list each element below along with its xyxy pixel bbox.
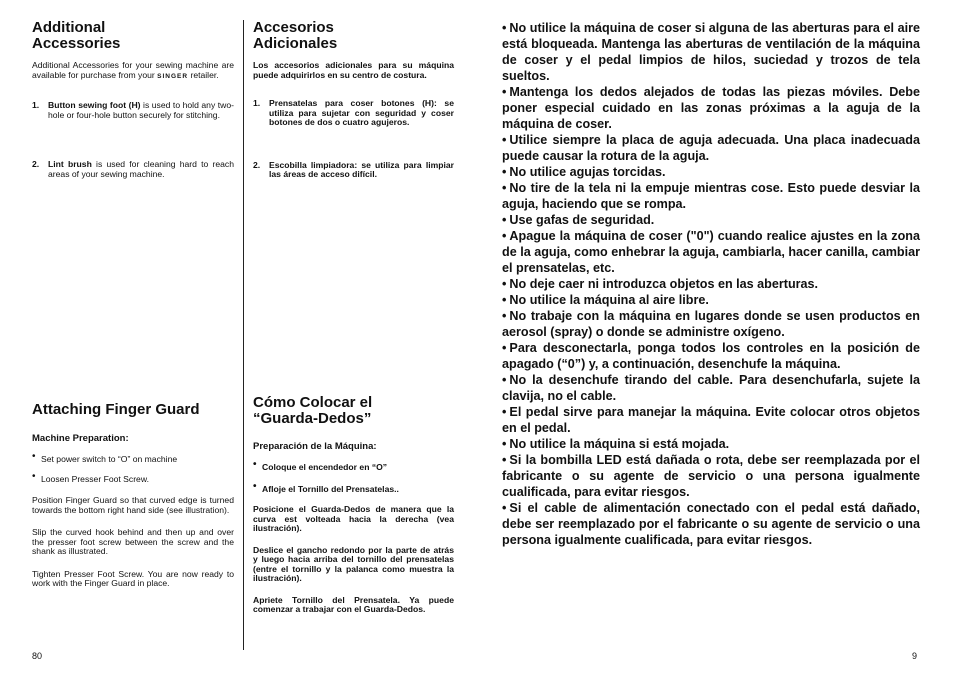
bullet-icon: •	[502, 293, 507, 307]
instruction-paragraph: Tighten Presser Foot Screw. You are now ready to work with the Finger Guard in place.	[32, 568, 234, 588]
prep-step: • Afloje el Tornillo del Prensatelas..	[253, 481, 399, 494]
safety-item: • Si la bombilla LED está dañada o rota, debe ser reemplazada por el fabricante o su agente de servicio o una persona igualmente cualificada, para evitar riesgos.	[502, 453, 920, 499]
bullet-icon: •	[502, 181, 507, 195]
instruction-paragraph: Deslice el gancho redondo por la parte de atrás y luego hacia arriba del tornillo del prensatelas (entre el tornillo y la palanca como muestra la ilustración).	[253, 544, 454, 583]
safety-item: • No tire de la tela ni la empuje mientras cose. Esto puede desviar la aguja, haciendo que se rompa.	[502, 181, 920, 211]
intro-paragraph: Los accesorios adicionales para su máquina puede adquirirlos en su centro de costura.	[253, 60, 454, 80]
bullet-icon: •	[502, 21, 507, 35]
safety-item: • No trabaje con la máquina en lugares donde se usen productos en aerosol (spray) o donde se administre oxígeno.	[502, 309, 920, 339]
prep-step: • Coloque el encendedor en “O”	[253, 459, 388, 472]
section-title: Attaching Finger Guard	[32, 401, 200, 418]
bullet-icon: •	[502, 213, 507, 227]
accessory-item-2: 2. Lint brush is used for cleaning hard to reach areas of your sewing machine.	[32, 159, 234, 179]
prep-title: Machine Preparation:	[32, 433, 129, 444]
column-divider	[243, 20, 244, 650]
bullet-icon: •	[502, 437, 507, 451]
safety-item: • Utilice siempre la placa de aguja adecuada. Una placa inadecuada puede causar la rotura de la aguja.	[502, 133, 920, 163]
bullet-icon: •	[32, 451, 36, 462]
prep-step: • Set power switch to “O” on machine	[32, 451, 178, 464]
section-title: Cómo Colocar el “Guarda-Dedos”	[253, 394, 373, 427]
section-title: Additional Accessories	[32, 19, 121, 52]
bullet-icon: •	[502, 373, 507, 387]
bullet-icon: •	[502, 501, 507, 515]
accessory-item-1: 1. Prensatelas para coser botones (H): se utiliza para sujetar con seguridad y coser botones de dos o cuatro agujeros.	[253, 98, 454, 127]
accesorios-section	[253, 20, 454, 180]
finger-guard-section	[32, 402, 234, 589]
prep-step: • Loosen Presser Foot Screw.	[32, 471, 149, 484]
guarda-dedos-section	[253, 395, 454, 615]
bullet-icon: •	[502, 277, 507, 291]
safety-instructions	[502, 20, 920, 548]
instruction-paragraph: Posicione el Guarda-Dedos de manera que la curva est volteada hacia la derecha (vea ilustración).	[253, 504, 454, 533]
page-number-right: 9	[912, 651, 918, 661]
bullet-icon: •	[502, 453, 507, 467]
safety-item: • No utilice agujas torcidas.	[502, 165, 666, 179]
safety-item: • Para desconectarla, ponga todos los controles en la posición de apagado (“0”) y, a continuación, desenchufe la máquina.	[502, 341, 920, 371]
page-number-left: 80	[32, 651, 43, 661]
bullet-icon: •	[502, 133, 507, 147]
instruction-paragraph: Slip the curved hook behind and then up and over the presser foot screw between the screw and the shank as illustrated.	[32, 527, 234, 556]
safety-item: • Apague la máquina de coser ("0") cuando realice ajustes en la zona de la aguja, como enhebrar la aguja, cambiarla, hacer canilla, cambiar el prensatelas, etc.	[502, 229, 920, 275]
accessory-item-1: 1. Button sewing foot (H) is used to hold any two-hole or four-hole button securely for stitching.	[32, 100, 234, 120]
safety-item: • No deje caer ni introduzca objetos en las aberturas.	[502, 277, 819, 291]
bullet-icon: •	[502, 341, 507, 355]
safety-item: • Use gafas de seguridad.	[502, 213, 655, 227]
intro-paragraph: Additional Accessories for your sewing machine are available for purchase from your SINGER retailer.	[32, 60, 234, 80]
bullet-icon: •	[502, 229, 507, 243]
singer-logo: SINGER	[157, 72, 189, 80]
bullet-icon: •	[253, 481, 257, 492]
prep-title: Preparación de la Máquina:	[253, 441, 377, 452]
accessory-item-2: 2. Escobilla limpiadora: se utiliza para limpiar las áreas de acceso difícil.	[253, 159, 454, 179]
safety-item: • Mantenga los dedos alejados de todas las piezas móviles. Debe poner especial cuidado en las zonas próximas a la aguja de la máquina de coser.	[502, 85, 920, 131]
bullet-icon: •	[502, 85, 507, 99]
safety-item: • El pedal sirve para manejar la máquina. Evite colocar otros objetos en el pedal.	[502, 405, 920, 435]
safety-item: • No utilice la máquina de coser si alguna de las aberturas para el aire está bloqueada. Mantenga las aberturas de ventilación de la máquina de coser y el pedal limpios de hilos, suciedad y trozos de tela sueltos.	[502, 21, 920, 83]
section-title: Accesorios Adicionales	[253, 19, 338, 52]
instruction-paragraph: Position Finger Guard so that curved edge is turned towards the bottom right hand side (see illustration).	[32, 495, 234, 515]
bullet-icon: •	[253, 459, 257, 470]
safety-item: • Si el cable de alimentación conectado con el pedal está dañado, debe ser reemplazado por el fabricante o su agente de servicio o una persona igualmente cualificada, para evitar riesgos.	[502, 501, 920, 547]
safety-item: • No utilice la máquina al aire libre.	[502, 293, 709, 307]
bullet-icon: •	[502, 405, 507, 419]
bullet-icon: •	[502, 309, 507, 323]
instruction-paragraph: Apriete Tornillo del Prensatela. Ya puede comenzar a trabajar con el Guarda-Dedos.	[253, 594, 454, 614]
bullet-icon: •	[502, 165, 507, 179]
additional-accessories-section	[32, 20, 234, 179]
bullet-icon: •	[32, 471, 36, 482]
safety-item: • No la desenchufe tirando del cable. Para desenchufarla, sujete la clavija, no el cable.	[502, 373, 920, 403]
safety-item: • No utilice la máquina si está mojada.	[502, 437, 730, 451]
